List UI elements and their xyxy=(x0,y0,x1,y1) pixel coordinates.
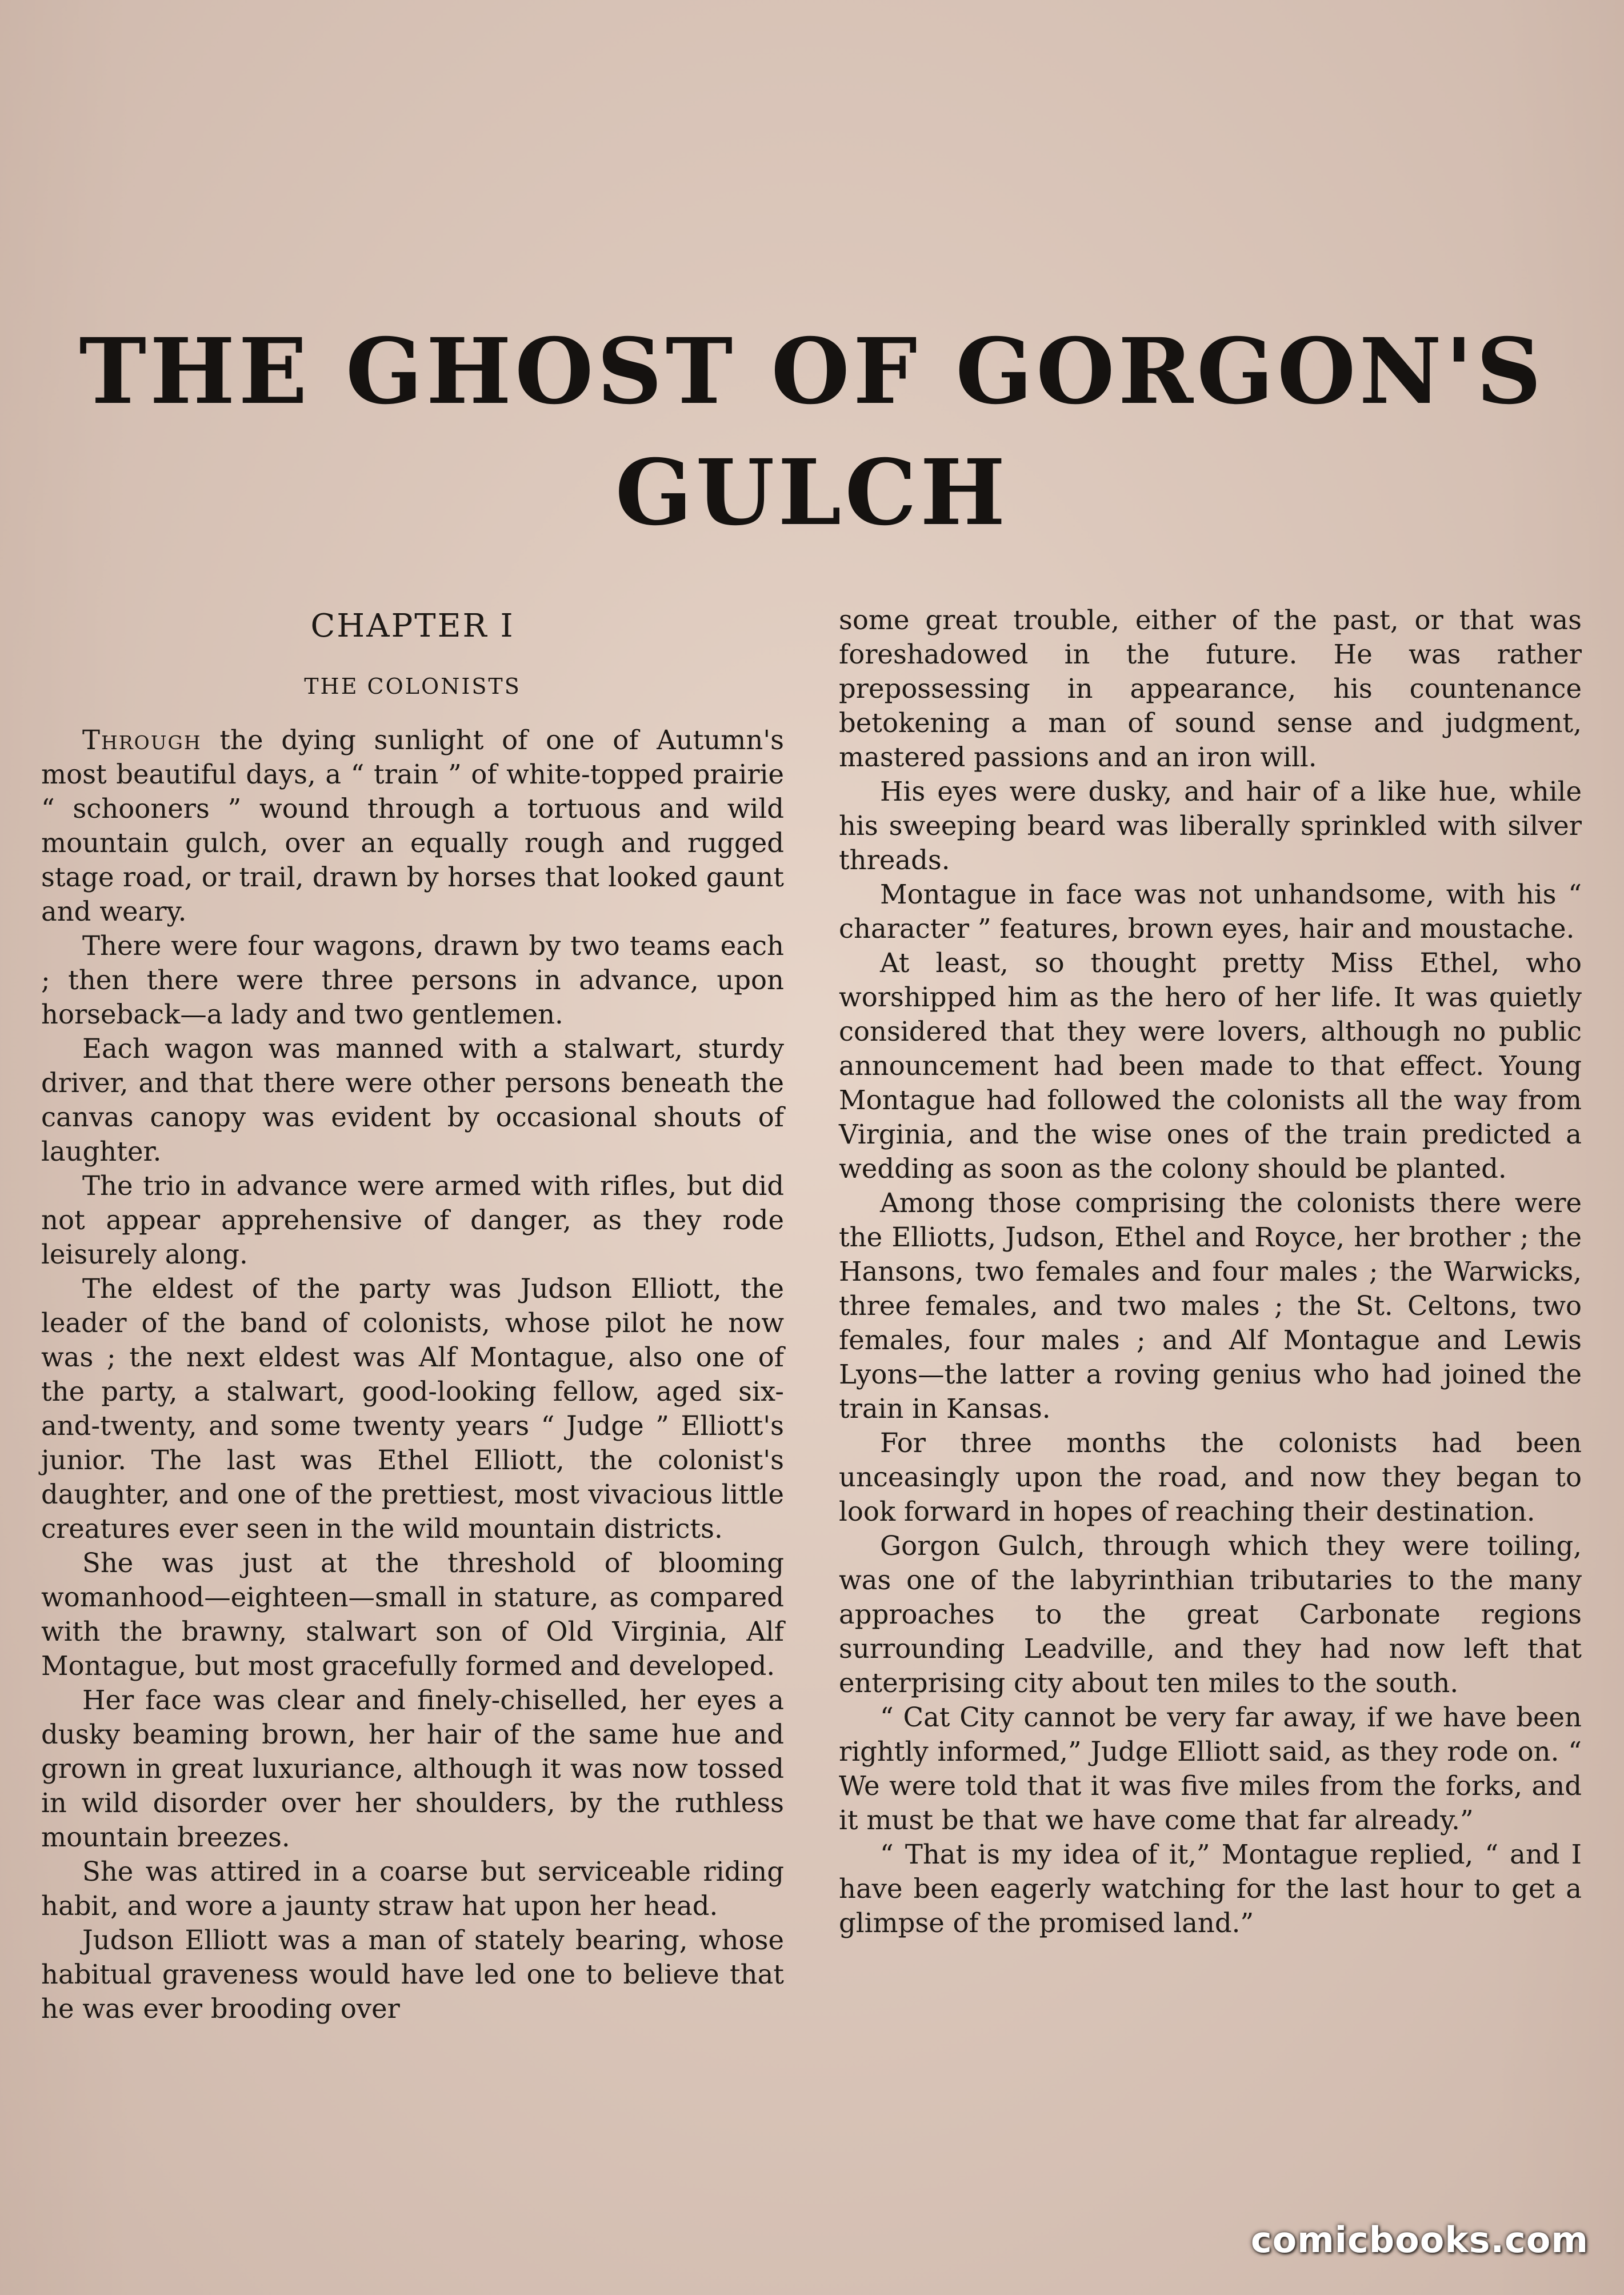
paragraph: The eldest of the party was Judson Elliott, the leader of the band of colonists, whose pilot he now was ; the next eldest was Alf Montague, also one of the party, a stalwart, good-looking fellow, aged six-and-twenty, and some twenty years “ Judge ” Elliott's junior. The last was Ethel Elliott, the colonist's daughter, and one of the prettiest, most vivacious little creatures ever seen in the wild mountain districts. xyxy=(41,1273,784,1544)
section-heading: THE COLONISTS xyxy=(304,674,521,699)
paragraph xyxy=(41,723,784,929)
left-column xyxy=(41,603,784,2026)
drop-word: Through xyxy=(82,725,202,755)
paragraph: For three months the colonists had been unceasingly upon the road, and now they began to look forward in hopes of reaching their destination. xyxy=(839,1428,1582,1527)
paragraph: His eyes were dusky, and hair of a like hue, while his sweeping beard was liberally sprinkled with silver threads. xyxy=(839,776,1582,875)
chapter-heading: CHAPTER I xyxy=(310,607,515,645)
paragraph: Gorgon Gulch, through which they were toiling, was one of the labyrinthian tributaries to the many approaches to the great Carbonate regions surrounding Leadville, and they had now left that enterprising city about ten miles to the south. xyxy=(839,1530,1582,1698)
paragraph-continuation: some great trouble, either of the past, or that was foreshadowed in the future. He was rather prepossessing in appearance, his countenance betokening a man of sound sense and judgment, mastered passions and an iron will. xyxy=(839,605,1582,773)
story-title: THE GHOST OF GORGON'S GULCH xyxy=(79,319,1545,546)
paragraph: Her face was clear and finely-chiselled, her eyes a dusky beaming brown, her hair of the same hue and grown in great luxuriance, although it was now tossed in wild disorder over her shoulders, by the ruthless mountain breezes. xyxy=(41,1685,784,1853)
paragraph: Montague in face was not unhandsome, with his “ character ” features, brown eyes, hair and moustache. xyxy=(839,879,1582,944)
paragraph: Judson Elliott was a man of stately bearing, whose habitual graveness would have led one to believe that he was ever brooding over xyxy=(41,1925,784,2024)
paragraph: “ Cat City cannot be very far away, if we have been rightly informed,” Judge Elliott said, as they rode on. “ We were told that it was five miles from the forks, and it must be that we have come that far already.” xyxy=(839,1702,1582,1836)
paragraph: At least, so thought pretty Miss Ethel, who worshipped him as the hero of her life. It was quietly considered that they were lovers, although no public announcement had been made to that effect. Young Montague had followed the colonists all the way from Virginia, and the wise ones of the train predicted a wedding as soon as the colony should be planted. xyxy=(839,947,1582,1184)
paragraph: Among those comprising the colonists there were the Elliotts, Judson, Ethel and Royce, her brother ; the Hansons, two females and four males ; the Warwicks, three females, and two males ; the St. Celtons, two females, four males ; and Alf Montague and Lewis Lyons—the latter a roving genius who had joined the train in Kansas. xyxy=(839,1188,1582,1424)
paragraph: Each wagon was manned with a stalwart, sturdy driver, and that there were other persons beneath the canvas canopy was evident by occasional shouts of laughter. xyxy=(41,1033,784,1167)
paragraph: “ That is my idea of it,” Montague replied, “ and I have been eagerly watching for the last hour to get a glimpse of the promised land.” xyxy=(839,1839,1582,1938)
paragraph: The trio in advance were armed with rifles, but did not appear apprehensive of danger, as they rode leisurely along. xyxy=(41,1170,784,1270)
paragraph: There were four wagons, drawn by two teams each ; then there were three persons in advance, upon horseback—a lady and two gentlemen. xyxy=(41,930,784,1030)
paragraph-text: the dying sunlight of one of Autumn's most beautiful days, a “ train ” of white-topped prairie “ schooners ” wound through a tortuous and wild mountain gulch, over an equally rough and rugged stage road, or trail, drawn by horses that looked gaunt and weary. xyxy=(41,725,784,927)
paragraph: She was attired in a coarse but serviceable riding habit, and wore a jaunty straw hat upon her head. xyxy=(41,1856,784,1921)
site-watermark: comicbooks.com xyxy=(1250,2219,1589,2261)
paragraph: She was just at the threshold of blooming womanhood—eighteen—small in stature, as compared with the brawny, stalwart son of Old Virginia, Alf Montague, but most gracefully formed and developed. xyxy=(41,1548,784,1681)
right-column xyxy=(839,603,1582,1940)
